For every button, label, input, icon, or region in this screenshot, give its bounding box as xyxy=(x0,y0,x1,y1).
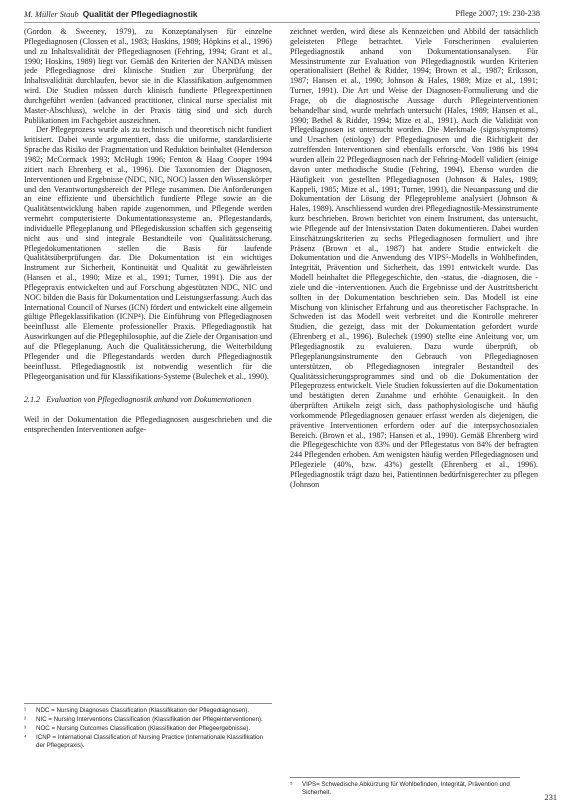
footnote-mark: ² xyxy=(24,716,27,723)
footnote-mark: ³ xyxy=(24,725,27,732)
footnote xyxy=(290,781,520,797)
footnote xyxy=(24,734,272,750)
section-number: 2.1.2 xyxy=(24,395,41,405)
header-title: Qualität der Pflegediagnostik xyxy=(82,9,198,19)
left-column xyxy=(24,27,272,787)
header-author: M. Müller Staub xyxy=(24,10,79,19)
footnote xyxy=(24,725,272,733)
footnote-text: ICNP = International Classification of Nursing Practice (Internationale Klassifikation der Pflegepraxis). xyxy=(36,734,264,749)
right-paragraph-1: zeichnet werden, wird diese als Kennzeichen und Abbild der tatsächlich geleisteten Pflege betrachtet. Viele Forscherinnen evaluierten Pflegediagnostik anhand von Dokumentationsanalysen. Für Messinstrumente zur Evaluation von Pflegediagnostik wurden Kriterien operationalisiert (Bethel & Ridder, 1994; Brown et al., 1987; Eriksson, 1987; Hansen et al., 1990; Johnson & Hales, 1989; Mize et al., 1991; Turner, 1991). Die Art und Weise der Diagnosen-Formulierung und die Frage, ob die diagnostische Aussage durch Pflegeinterventionen behandelbar sind, wurde mehrfach untersucht (Hales, 1989; Hansen et al., 1990; Bethel & Ridder, 1994; Mize et al., 1991). Auch die Validität von Pflegediagnosen ist untersucht worden. Die Merkmale (signs/symptoms) und Ursachen (etiology) der Pflegediagnosen und die Richtigkeit der zutreffenden Interventionen sind ebenfalls erforscht. Von 1986 bis 1994 wurden allein 22 Pflegediagnosen nach der Fehring-Modell validiert (einige davon unter methodische Studie (Fehring, 1994). Ebenso wurden die Häufigkeit von gestellten Pflegediagnosen (Johnson & Hales, 1989; Kappeli, 1985; Mize et al., 1991; Turner, 1991), die Neuanpassung und die Dokumentation der Lösung der Pflegeprobleme analysiert (Johnson & Hales, 1989). Anschliessend wurden drei Pflegediagnostik-Messinstrumente kurz beschrieben. Brown berichtet von einem Instrument, das untersucht, wie Pflegende auf der Intensivstation Daten dokumentieren. Dabei wurden Einschätzungskriterien zu sechs Pflegediagnosen formuliert und ihre Präsenz (Brown et al., 1987) hat andere Studie entwickelt die Dokumentation und die Anwendung des VIPS⁵-Modells in Wohlbefinden, Integrität, Prävention und Sicherheit, das 1991 entwickelt wurde. Das Modell beinhaltet die Pflegegeschichte, den -status, die -diagnosen, die -ziele und die -interventionen. Auch die Ergebnisse und der Austrittsbericht sollten in der Dokumentation beschrieben sein. Das Modell ist eine Mischung von klinischer Erfahrung und aus theoretischer Fachsprache. In Schweden ist das Modell weit verbreitet und die Kontrolle mehrerer Studien, die gezeigt, dass mit der Dokumentation gefordert wurde (Ehrenberg et al., 1996). Bulechek (1990) stellte eine Anleitung vor, um Pflegediagnostik zu evaluieren. Dazu wurde überprüft, ob Pflegeplanungsinstrumente den Gebrauch von Pflegediagnosen unterstützen, ob Pflegediagnosen integraler Bestandteil des Qualitätssicherungsprogrammes sind und ob die Dokumentation der Pflegeprozess entwickelt. Viele Studien fokussierten auf die Dokumentation und bestätigten deren Zunahme und erhöhte Genauigkeit. In den überprüften Artikeln zeigt sich, dass pathophysiologische und häufig vorkommende Pflegediagnosen genauer erfasst werden als diejenigen, die präventive Interventionen erfordern oder auf die interpsychosozialen Bereich. (Brown et al., 1987; Hansen et al., 1990). Gemäß Ehrenberg wird die Pflegegeschichte von 83% und der Pflegestatus von 84% der befragten 244 Pflegenden erhoben. Am wenigsten häufig werden Pflegediagnosen und Pflegeziele (40%, bzw. 43%) gestellt (Ehrenberg et al., 1996). Pflegediagnostik trägt dazu bei, Patientinnen bedürfnisgerechter zu pflegen (Johnson xyxy=(290,27,538,489)
footnote-right xyxy=(290,777,520,798)
page-number: 231 xyxy=(544,793,557,802)
left-paragraph-1: (Gordon & Sweeney, 1979), zu Konzeptanalysen für einzelne Pflegediagnosen (Clossen et al., 1983; Hoskins, 1989; Höpkins et al., 1996) und zu Inhaltsvalidität der Pflegediagnosen (Fehring, 1994; Grant et al., 1990; Hoskins, 1989) liegt vor. Gemäß den Kriterien der NANDA müssen jede Pflegediagnose drei klinische Studien zur Überprüfung der Inhaltsvalidität durchlaufen, bevor sie in die Klassifikation aufgenommen wird. Die Studien müssen durch klinisch fundierte Pflegeexpertinnen durchgeführt werden (advanced practitioner, clinical nurse specialist mit Master-Abschluss), welche in der Praxis tätig sind und sich durch Publikationen im Fachgebiet auszeichnen. xyxy=(24,27,272,125)
right-column xyxy=(290,27,538,773)
footnote-mark: ⁴ xyxy=(24,734,27,741)
running-header xyxy=(24,8,540,23)
footnote-text: NOC = Nursing Outcomes Classification (Klassifikation der Pflegeergebnisse). xyxy=(36,725,251,732)
footnotes-left xyxy=(24,703,272,751)
section-title: Evaluation von Pflegediagnostik anhand von Dokumentationen xyxy=(46,395,252,405)
header-journal: Pflege 2007; 19: 230-238 xyxy=(455,9,540,18)
footnote-mark: ⁵ xyxy=(290,781,293,788)
footnote-text: NIC = Nursing Interventions Classification (Klassifikation der Pflegeinterventionen). xyxy=(36,716,263,723)
footnote xyxy=(24,707,272,715)
footnote xyxy=(24,716,272,724)
section-paragraph: Weil in der Dokumentation die Pflegediagnosen ausgeschrieben und die entsprechenden Interventionen aufge- xyxy=(24,415,272,435)
left-paragraph-2: Der Pflegeprozess wurde als zu technisch und theoretisch nicht fundiert kritisiert. Dabei wurde argumentiert, dass die uniforme, standardisierte Sprache das Risiko der Fragmentation und Reduktion beinhaltet (Henderson 1982; McCormack 1993; McHugh 1996; Fenton & Haag Cooper 1994 zitiert nach Ehrenberg et al., 1996). Die Taxonomien der Diagnosen, Interventionen und Ergebnisse (NDC, NIC, NOC) lassen den Wissenskörper und den Verantwortungsbereich der Pflege zusammen. Die Anforderungen an eine effiziente und übersichtlich fundierte Pflege sowie an die Qualitätsentwicklung haben rapide zugenommen, und Pflegende werden vermehrt computerisierte Dokumentationssysteme an. Pflegestandards, individuelle Pflegeplanung und Pflegediskussion schaffen sich gegenseitig nicht aus und sind integrale Bestandteile von Qualitätssicherung. Pflegedokumentationen stellen die Basis für laufende Qualitätsüberprüfungen dar. Die Dokumentation ist ein wichtiges Instrument zur Sicherheit, Kontinuität und Qualität zu gewährleisten (Hansen et al., 1990; Mize et al., 1991; Turner, 1991). Die aus der Pflegepraxis entwickelten und auf Forschung abgestützten NDC, NIC und NOC bilden die Basis für Dokumentation und Leistungserfassung. Auch das International Council of Nurses (ICN) fördert und entwickelt eine allgemein gültige Pflegeklassifikation (ICNP⁴). Die Einführung von Pflegediagnosen beeinflusst alle Elemente professioneller Praxis. Pflegediagnostik hat Auswirkungen auf die Pflegephilosophie, auf die Ziele der Organisation und auf die Pflegeplanung. Auch die Qualitätssicherung, die Weiterbildung Pflegender und die Pflegestandards werden durch Pflegediagnostik beeinflusst. Pflegediagnostik ist notwendig wesentlich für die Pflegeorganisation und für Klassifikations-Systeme (Bulechek et al., 1990). xyxy=(24,125,272,381)
footnote-mark: ¹ xyxy=(24,707,27,714)
footnote-text: NDC = Nursing Diagnoses Classification (Klassifikation der Pflegediagnosen). xyxy=(36,707,250,714)
section-heading xyxy=(24,395,272,405)
footnote-text: VIPS= Schwedische Abkürzung für Wohlbefinden, Integrität, Prävention und Sicherheit. xyxy=(302,781,510,796)
